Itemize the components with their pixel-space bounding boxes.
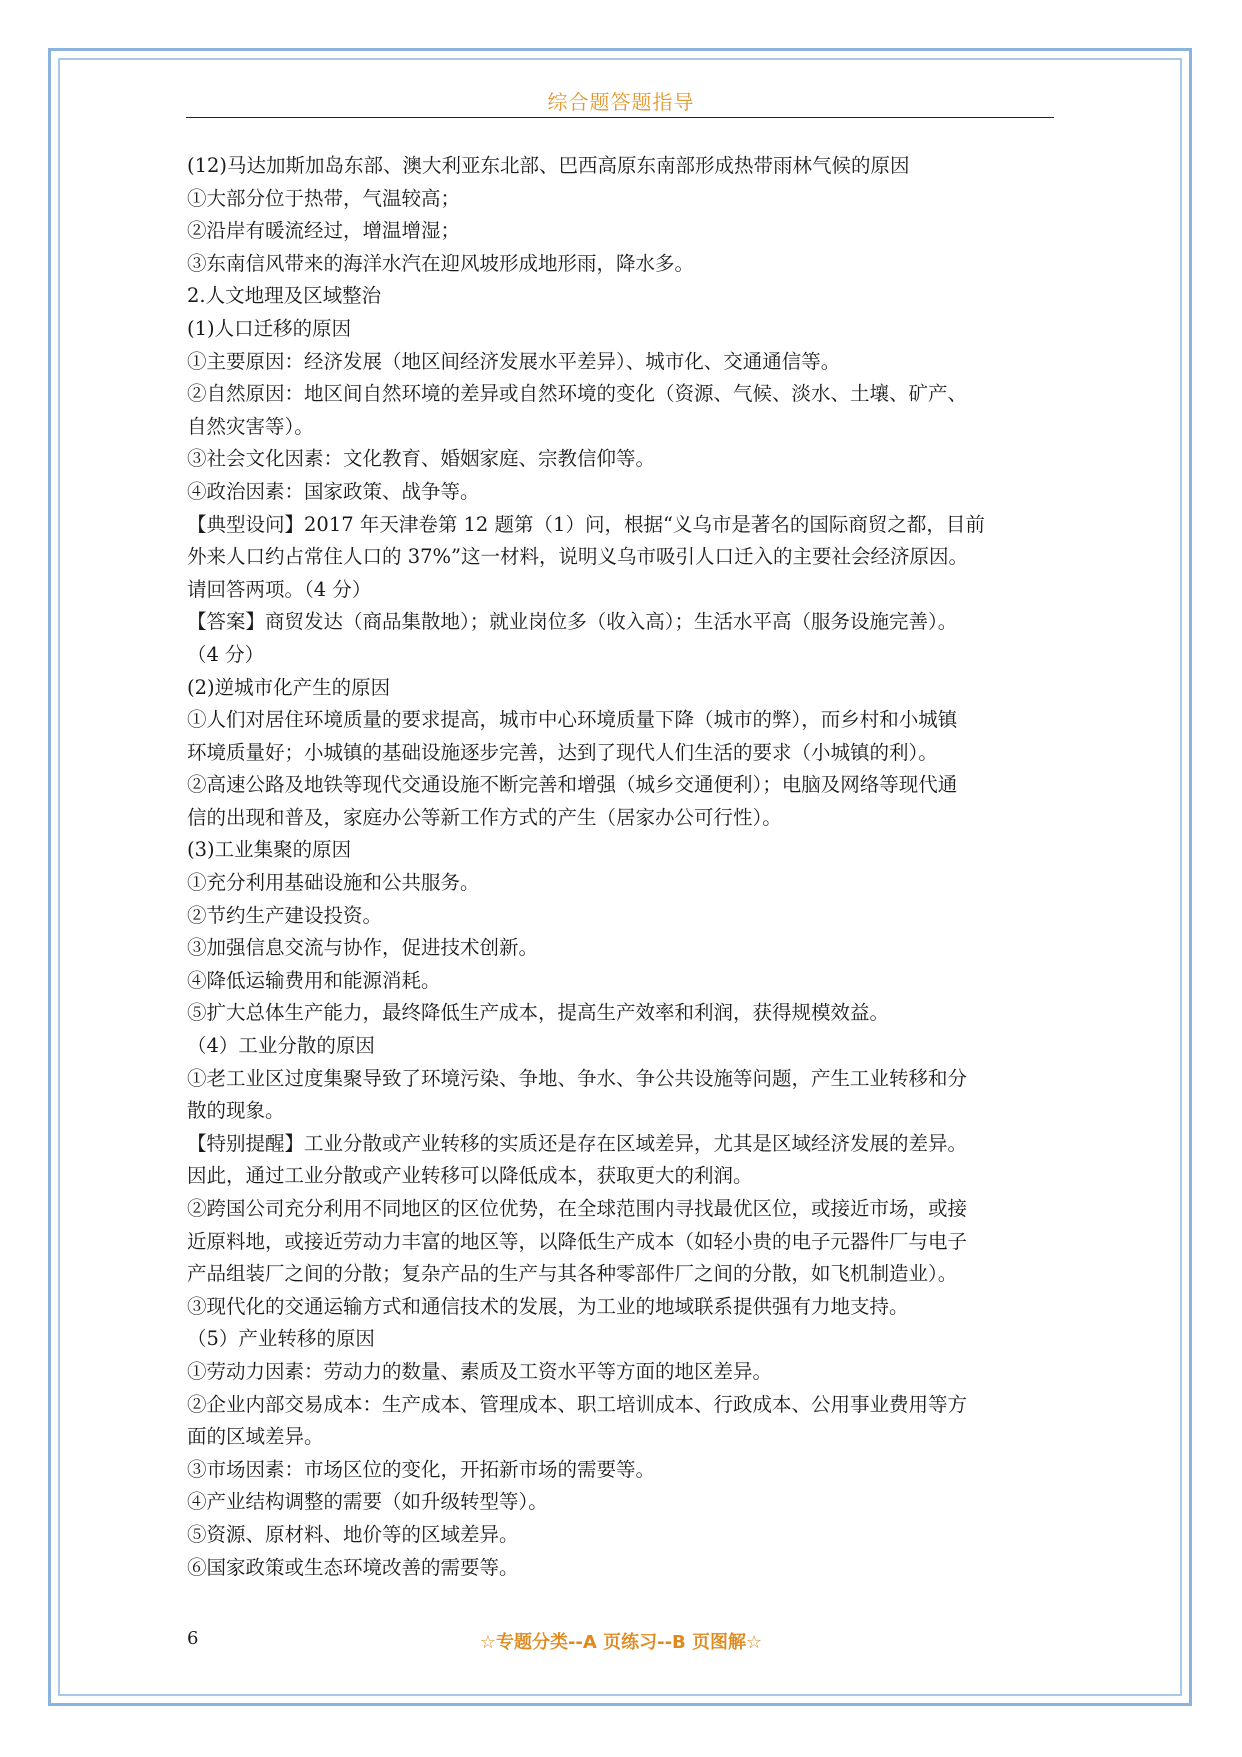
text-line: ③市场因素：市场区位的变化，开拓新市场的需要等。 — [187, 1457, 656, 1481]
text-line: ②跨国公司充分利用不同地区的区位优势，在全球范围内寻找最优区位，或接近市场，或接 — [187, 1197, 968, 1220]
text-line: 信的出现和普及，家庭办公等新工作方式的产生（居家办公可行性）。 — [187, 805, 782, 829]
text-line: 2.人文地理及区域整治 — [187, 284, 382, 308]
text-line: ③加强信息交流与协作，促进技术创新。 — [187, 936, 539, 960]
text-line: 散的现象。 — [187, 1099, 285, 1123]
text-line: ③东南信风带来的海洋水汽在迎风坡形成地形雨，降水多。 — [187, 251, 695, 275]
text-line: (2)逆城市化产生的原因 — [187, 675, 391, 699]
text-line: ②高速公路及地铁等现代交通设施不断完善和增强（城乡交通便利）；电脑及网络等现代通 — [187, 773, 958, 797]
document-body — [187, 150, 1057, 1584]
header-divider — [186, 117, 1054, 118]
text-line: ④产业结构调整的需要（如升级转型等）。 — [187, 1490, 548, 1514]
text-line: 因此，通过工业分散或产业转移可以降低成本，获取更大的利润。 — [187, 1164, 753, 1188]
text-line: 【答案】商贸发达（商品集散地）；就业岗位多（收入高）；生活水平高（服务设施完善）。 — [187, 610, 958, 634]
text-line: (12)马达加斯加岛东部、澳大利亚东北部、巴西高原东南部形成热带雨林气候的原因 — [187, 154, 910, 177]
text-line: ①主要原因：经济发展（地区间经济发展水平差异）、城市化、交通通信等。 — [187, 349, 841, 373]
text-line: 【典型设问】2017 年天津卷第 12 题第（1）问，根据“义乌市是著名的国际商贸之都，目前 — [187, 512, 985, 536]
text-line: ④降低运输费用和能源消耗。 — [187, 968, 441, 992]
text-line: ⑤扩大总体生产能力，最终降低生产成本，提高生产效率和利润，获得规模效益。 — [187, 1001, 890, 1025]
text-line: ①大部分位于热带，气温较高； — [187, 186, 461, 210]
text-line: ②自然原因：地区间自然环境的差异或自然环境的变化（资源、气候、淡水、土壤、矿产、 — [187, 382, 968, 406]
page-number: 6 — [187, 1628, 199, 1649]
text-line: ②沿岸有暖流经过，增温增湿； — [187, 219, 461, 243]
text-line: ①充分利用基础设施和公共服务。 — [187, 871, 480, 895]
text-line: ①劳动力因素：劳动力的数量、素质及工资水平等方面的地区差异。 — [187, 1359, 773, 1383]
text-line: ⑤资源、原材料、地价等的区域差异。 — [187, 1522, 519, 1546]
text-line: 【特别提醒】工业分散或产业转移的实质还是存在区域差异，尤其是区域经济发展的差异。 — [187, 1131, 968, 1155]
text-line: （5）产业转移的原因 — [187, 1327, 375, 1351]
text-line: ①人们对居住环境质量的要求提高，城市中心环境质量下降（城市的弊），而乡村和小城镇 — [187, 708, 958, 732]
text-line: (3)工业集聚的原因 — [187, 838, 352, 862]
text-line: 环境质量好；小城镇的基础设施逐步完善，达到了现代人们生活的要求（小城镇的利）。 — [187, 740, 938, 764]
text-line: (1)人口迁移的原因 — [187, 316, 352, 340]
text-line: ①老工业区过度集聚导致了环境污染、争地、争水、争公共设施等问题，产生工业转移和分 — [187, 1066, 968, 1090]
text-line: 产品组装厂之间的分散；复杂产品的生产与其各种零部件厂之间的分散，如飞机制造业）。 — [187, 1262, 958, 1286]
text-line: 外来人口约占常住人口的 37%”这一材料，说明义乌市吸引人口迁入的主要社会经济原因。 — [187, 545, 969, 569]
text-line: 近原料地，或接近劳动力丰富的地区等，以降低生产成本（如轻小贵的电子元器件厂与电子 — [187, 1229, 968, 1253]
text-line: 自然灾害等）。 — [187, 414, 314, 438]
text-line: ②企业内部交易成本：生产成本、管理成本、职工培训成本、行政成本、公用事业费用等方 — [187, 1392, 968, 1416]
text-line: ③社会文化因素：文化教育、婚姻家庭、宗教信仰等。 — [187, 447, 656, 471]
page-header-title: 综合题答题指导 — [547, 90, 695, 114]
text-line: 请回答两项。（4 分） — [187, 577, 372, 601]
text-line: （4 分） — [187, 642, 265, 666]
text-line: ⑥国家政策或生态环境改善的需要等。 — [187, 1555, 519, 1579]
text-line: 面的区域差异。 — [187, 1425, 324, 1449]
text-line: ③现代化的交通运输方式和通信技术的发展，为工业的地域联系提供强有力地支持。 — [187, 1294, 909, 1318]
text-line: ④政治因素：国家政策、战争等。 — [187, 479, 480, 503]
text-line: （4）工业分散的原因 — [187, 1034, 375, 1058]
footer-caption: ☆专题分类--A 页练习--B 页图解☆ — [479, 1632, 763, 1653]
text-line: ②节约生产建设投资。 — [187, 903, 383, 927]
